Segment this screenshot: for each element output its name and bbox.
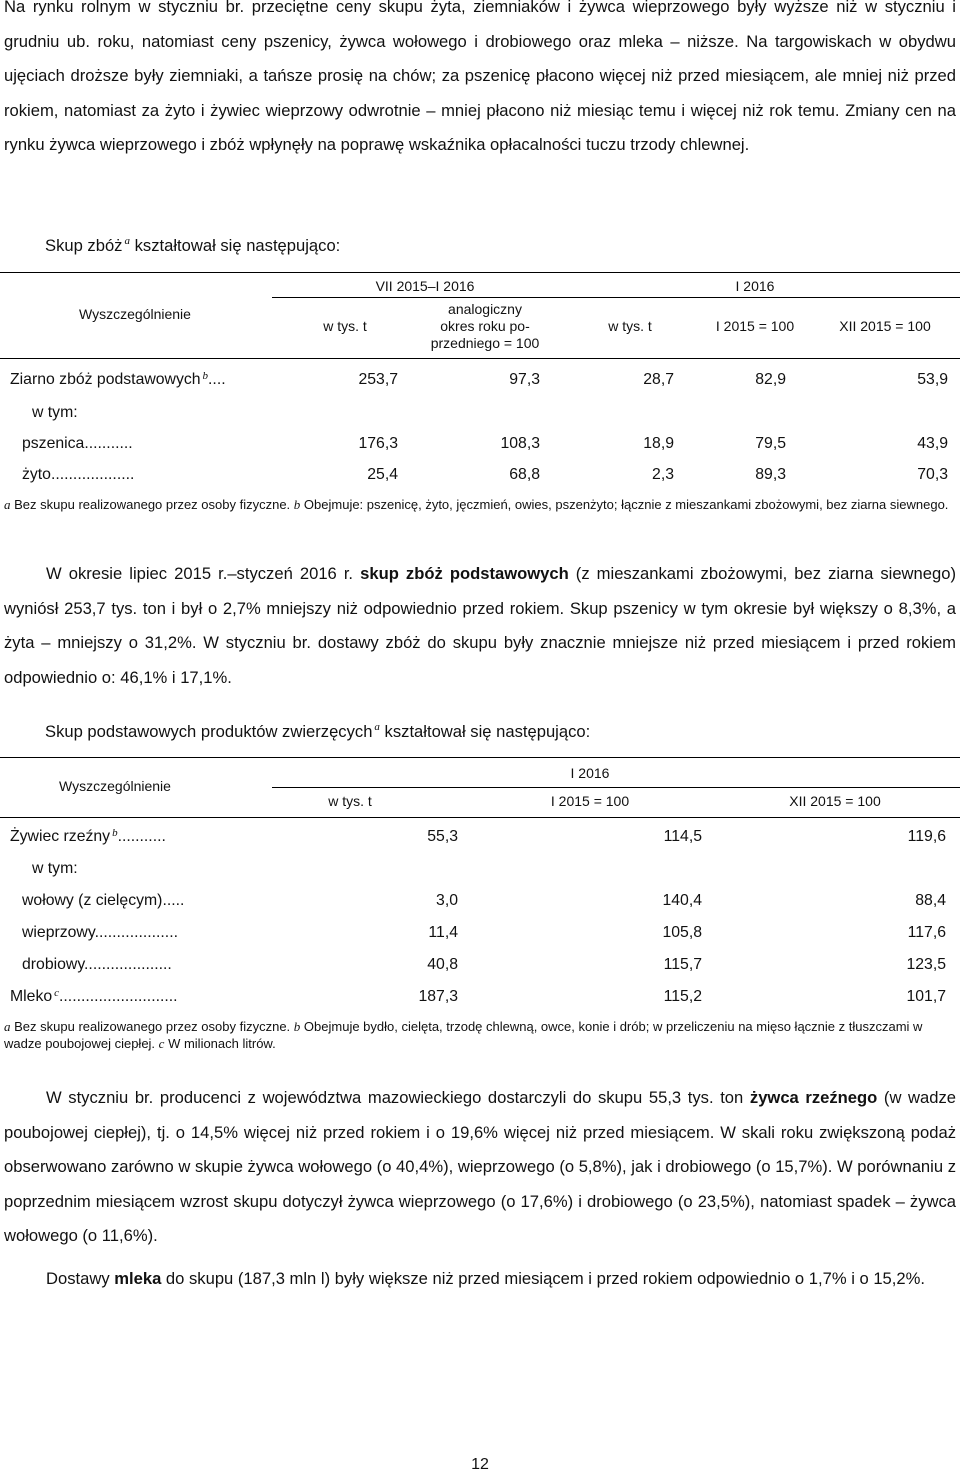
row-label-text: Żywiec rzeźny [10,828,111,845]
row-label-text: pszenica [22,435,85,452]
animal-table-header-rule [0,817,960,818]
table-cell: 28,7 [643,371,674,388]
grain-footnote-b-mark: b [293,497,301,512]
grain-paragraph-start: W okresie lipiec 2015 r.–styczeń 2016 r. [46,564,361,583]
table-cell: 79,5 [755,435,786,452]
row-leader-dots: ........................... [59,988,178,1005]
table-cell: 119,6 [907,828,946,845]
row-label-text: wołowy (z cielęcym) [22,892,163,909]
animal-table-top-rule [0,757,960,758]
intro-line-1: Na rynku rolnym w styczniu br. przeciętne ceny skupu żyta, ziemniaków i żywca wieprzowego były wyższe [4,0,829,16]
row-leader-dots: ................... [50,466,135,483]
table-cell: 3,0 [436,892,458,909]
grain-heading-sup: a [124,235,130,247]
row-label-text: Ziarno zbóż podstawowych [10,371,201,388]
grain-header-col2-l1: analogiczny [448,301,522,317]
table-cell: 82,9 [755,371,786,388]
row-label-text: wieprzowy [22,924,95,941]
grain-header-col1: w tys. t [323,318,367,334]
row-leader-dots: ................... [94,924,178,941]
animal-header-period: I 2016 [570,765,610,781]
table-cell: 176,3 [358,435,398,452]
animal-heading-sup: a [374,721,380,733]
row-leader-dots: ........... [117,828,166,845]
grain-table-header-rule [0,358,960,359]
animal-header-col2: I 2015 = 100 [550,793,630,809]
table-cell: 2,3 [652,466,674,483]
animal-paragraph-2-bold: mleka [114,1269,162,1288]
grain-header-col4: I 2015 = 100 [715,318,795,334]
row-label-text: Mleko [10,988,53,1005]
grain-header-col5: XII 2015 = 100 [839,318,931,334]
row-label [10,988,178,1006]
table-cell: 40,8 [427,956,458,973]
animal-paragraph-1-bold: żywca rzeźnego [749,1088,878,1107]
table-cell: 43,9 [917,435,948,452]
row-leader-dots: .................... [84,956,172,973]
grain-paragraph-end: (z mieszankami zbożowymi, bez ziarna siewnego) wyniósł 253,7 tys. ton i był o 2,7% mniejszy niż odpowiednio przed rokiem. Skup pszenicy w tym okresie był większy o 8,3%, a żyta – mniejszy o 31,2%. W styczniu br. dostawy zbóż do skupu były znacznie mniejsze niż przed miesiącem i przed rokiem odpowiednio o: 46,1% i 17,1%. [4,564,956,687]
table-cell: 123,5 [906,956,946,973]
grain-header-period2: I 2016 [735,278,775,294]
animal-paragraph-2-end: do skupu (187,3 mln l) były większe niż przed miesiącem i przed rokiem odpowiednio o 1,7% i o 15,2%. [161,1269,925,1288]
row-label-text: żyto [22,466,51,483]
animal-paragraph-2 [4,1262,956,1297]
table-cell: 253,7 [358,371,398,388]
grain-header-col3: w tys. t [608,318,652,334]
row-label-text: drobiowy [22,956,85,973]
table-cell: 55,3 [427,828,458,845]
intro-rest: niż w styczniu i grudniu ub. roku, natomiast ceny pszenicy, żywca wołowego i drobiowego oraz mleka – niższe. Na targowiskach w obydwu ujęciach droższe były ziemniaki, a tańsze prosię na chów; za pszenicę płacono więcej niż przed miesiącem, ale mniej niż przed rokiem, natomiast za żyto i żywiec wieprzowy odwrotnie – mniej płacono niż miesiąc temu i więcej niż rok temu. Zmiany cen na rynku żywca wieprzowego i zbóż wpłynęły na poprawę wskaźnika opłacalności tuczu trzody chlewnej. [4,0,956,154]
table-cell: 114,5 [663,828,702,845]
table-cell: 115,2 [663,988,702,1005]
row-leader-dots: .... [208,371,226,388]
grain-paragraph [4,557,956,695]
animal-table-sub-rule [272,787,960,788]
animal-paragraph-1-end: (w wadze poubojowej ciepłej), tj. o 14,5% więcej niż przed rokiem i o 19,6% więcej niż przed miesiącem. W skali roku zwiększoną podaż obserwowano zarówno w skupie żywca wołowego (o 40,4%), wieprzowego (o 5,8%), jak i drobiowego (o 15,7%). W porównaniu z poprzednim miesiącem wzrost skupu dotyczył żywca wieprzowego (o 17,6%) i drobiowego (o 23,5%), natomiast spadek – żywca wołowego (o 11,6%). [4,1088,957,1245]
row-label [32,860,78,878]
animal-footnote-a-mark: a [4,1019,11,1034]
animal-heading-tail: kształtował się następująco: [384,722,591,741]
grain-heading-tail: kształtował się następująco: [134,236,341,255]
grain-heading-text: Skup zbóż [45,236,123,255]
table-cell: 115,7 [663,956,702,973]
grain-table-top-rule [0,272,960,273]
table-cell: 53,9 [917,371,948,388]
grain-table [0,272,960,483]
row-label [22,466,134,484]
animal-paragraph-2-start: Dostawy [46,1269,115,1288]
animal-footnote-c: W milionach litrów. [168,1036,276,1051]
grain-footnotes [4,496,958,513]
intro-paragraph [4,0,956,163]
animal-paragraph-1-start: W styczniu br. producenci z województwa mazowieckiego dostarczyli do skupu 55,3 tys. ton [46,1088,750,1107]
table-cell: 97,3 [509,371,540,388]
grain-footnote-b: Obejmuje: pszenicę, żyto, jęczmień, owies, pszenżyto; łącznie z mieszankami zbożowymi, bez ziarna siewnego. [303,497,949,512]
animal-heading-text: Skup podstawowych produktów zwierzęcych [45,722,373,741]
table-cell: 117,6 [907,924,946,941]
table-cell: 25,4 [367,466,398,483]
grain-header-spec: Wyszczególnienie [79,306,191,322]
table-cell: 70,3 [917,466,948,483]
table-cell: 89,3 [755,466,786,483]
row-label-text: w tym: [32,404,78,421]
row-label [32,404,78,422]
grain-paragraph-bold: skup zbóż podstawowych [360,564,569,583]
row-label [10,828,166,846]
grain-header-period1: VII 2015–I 2016 [375,278,475,294]
row-leader-dots: ........... [84,435,133,452]
page-number: 12 [471,1456,489,1473]
animal-footnote-c-mark: c [158,1036,165,1051]
table-cell: 140,4 [662,892,702,909]
table-cell: 68,8 [509,466,540,483]
grain-table-sub-rule [272,297,960,298]
animal-footnote-b: Obejmuje bydło, cielęta, trzodę chlewną, owce, konie i drób; w przeliczeniu na mięso łącznie z tłuszczami w wadze poubojowej ciepłej. [4,1019,923,1051]
animal-table [0,757,960,1017]
table-cell: 101,7 [906,988,946,1005]
animal-header-col1: w tys. t [328,793,372,809]
animal-footnote-a: Bez skupu realizowanego przez osoby fizyczne. [14,1019,291,1034]
grain-header-col2-l2: okres roku po- [440,318,530,334]
grain-header-col2-l3: przedniego = 100 [430,335,540,351]
row-label [22,435,133,453]
row-label [22,924,178,942]
animal-header-col3: XII 2015 = 100 [789,793,881,809]
row-label [10,371,226,389]
table-cell: 11,4 [428,924,458,941]
table-cell: 18,9 [643,435,674,452]
animal-header-spec: Wyszczególnienie [59,778,171,794]
animal-heading [45,722,590,742]
row-leader-dots: ..... [162,892,185,909]
grain-heading [45,236,340,256]
row-label [22,956,172,974]
row-label-sup: b [202,370,209,382]
animal-footnotes [4,1018,958,1052]
table-cell: 88,4 [915,892,946,909]
grain-footnote-a: Bez skupu realizowanego przez osoby fizyczne. [14,497,291,512]
row-label [22,892,184,910]
table-cell: 187,3 [418,988,458,1005]
row-label-text: w tym: [32,860,78,877]
row-label-sup: b [112,827,118,839]
animal-paragraph-1 [4,1081,956,1254]
animal-footnote-b-mark: b [293,1019,301,1034]
table-cell: 105,8 [662,924,702,941]
row-label-sup: c [54,987,60,999]
table-cell: 108,3 [500,435,540,452]
grain-footnote-a-mark: a [4,497,11,512]
